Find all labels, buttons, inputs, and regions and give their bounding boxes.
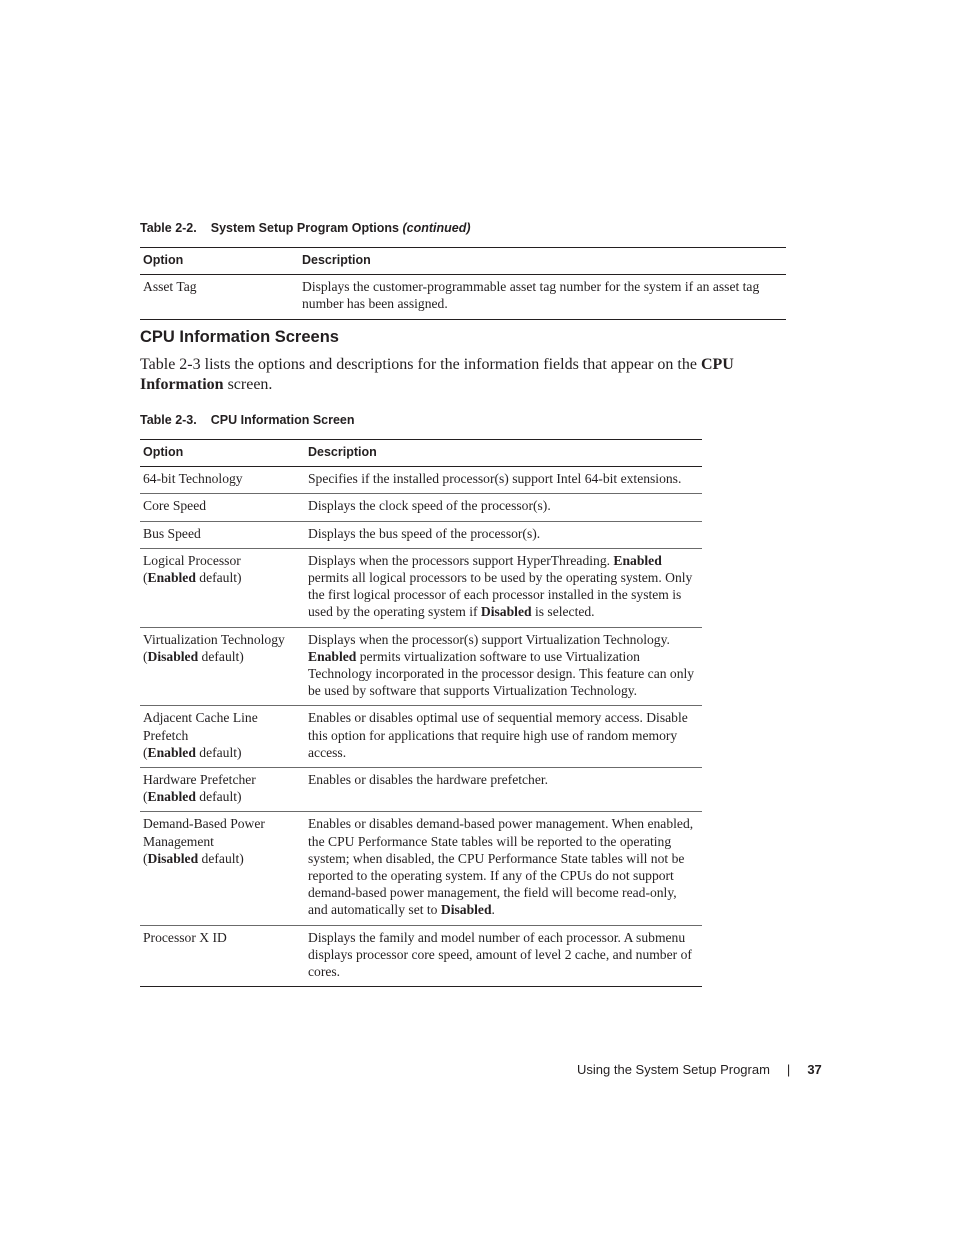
option-cell (140, 627, 305, 706)
page-number: 37 (807, 1062, 822, 1077)
table-row (140, 768, 702, 812)
text-run: default) (195, 789, 242, 805)
text-run: Enables or disables optimal use of sequential memory access. Disable this option for applications that require high use of random memory access. (308, 710, 688, 760)
text-run: Displays when the processor(s) support Virtualization Technology. (308, 631, 670, 647)
bold-text: Enabled (308, 648, 357, 664)
text-run: Logical Processor (143, 552, 241, 568)
option-cell (140, 768, 305, 812)
table-title: CPU Information Screen (210, 413, 355, 427)
option-cell (140, 812, 305, 925)
column-header-description: Description (308, 445, 377, 459)
bold-text: Disabled (147, 648, 199, 664)
text-run: Displays the clock speed of the processor(s). (308, 498, 551, 514)
text-run: permits virtualization software to use Virtualization Technology incorporated in the processor design. This feature can only be used by software that supports Virtualization Technology. (308, 648, 695, 699)
text-run: Hardware Prefetcher (143, 772, 256, 788)
option-cell (140, 494, 305, 521)
bold-text: Disabled (440, 902, 492, 918)
text-run: default) (195, 744, 242, 760)
chapter-title: Using the System Setup Program (577, 1062, 770, 1077)
text-run: Displays the family and model number of each processor. A submenu displays processor core speed, amount of level 2 cache, and number of cores. (308, 929, 692, 980)
description-cell (305, 925, 702, 987)
section-heading: CPU Information Screens (140, 328, 339, 346)
description-cell: Displays the customer-programmable asset tag number for the system if an asset tag number has been assigned. (302, 279, 760, 312)
table-row (140, 494, 702, 521)
bold-text: Disabled (147, 850, 199, 866)
intro-paragraph (140, 355, 760, 394)
description-cell (305, 548, 702, 627)
text-run: ( (143, 744, 148, 760)
text-run: Demand-Based Power Management (143, 816, 265, 849)
text-run: default) (198, 648, 244, 664)
table-row (140, 548, 702, 627)
table-2-3 (140, 439, 702, 987)
table-row (140, 812, 702, 925)
text-run: Specifies if the installed processor(s) support Intel 64-bit extensions. (308, 471, 682, 487)
footer-separator: | (786, 1062, 791, 1077)
table-row (140, 925, 702, 987)
table-2-2 (140, 247, 786, 320)
table-header-row (140, 248, 786, 275)
text-run: ( (143, 648, 148, 664)
continued-label: (continued) (402, 221, 471, 235)
option-cell: Asset Tag (143, 279, 197, 295)
option-cell (140, 467, 305, 494)
text-run: Displays the bus speed of the processor(s). (308, 525, 541, 541)
text-run: ( (143, 789, 148, 805)
bold-text: Enabled (147, 789, 196, 805)
text-run: Processor X ID (143, 929, 227, 945)
text-run: permits all logical processors to be used by the operating system. Only the first logical processor of each processor installed in the system is used by the operating system if (308, 570, 693, 620)
text-run: default) (195, 570, 242, 586)
text-run: Displays when the processors support HyperThreading. (308, 552, 614, 568)
text-run: ( (143, 570, 148, 586)
text-run: Virtualization Technology (143, 631, 285, 647)
paragraph-text-end: screen. (223, 375, 273, 393)
text-run: default) (198, 850, 244, 866)
text-run: 64-bit Technology (143, 471, 243, 487)
table-header-row (140, 440, 702, 467)
description-cell (305, 627, 702, 706)
option-cell (140, 925, 305, 987)
option-cell (140, 548, 305, 627)
table-row (140, 706, 702, 768)
text-run: Enables or disables the hardware prefetcher. (308, 772, 549, 788)
text-run: Adjacent Cache Line Prefetch (143, 710, 258, 743)
table-row (140, 521, 702, 548)
table-row (140, 627, 702, 706)
table-number: Table 2-3. (140, 413, 197, 427)
column-header-option: Option (143, 253, 184, 267)
page-footer (577, 1062, 822, 1077)
bold-text: Enabled (147, 570, 196, 586)
description-cell (305, 812, 702, 925)
bold-text: Enabled (613, 552, 662, 568)
text-run: Enables or disables demand-based power management. When enabled, the CPU Performance State tables will be reported to the operating system; when disabled, the CPU Performance State tables will not be reported to the operating system. If any of the CPUs do not support demand-based power management, the field will become read-only, and automatically set to (308, 816, 694, 918)
bold-text: Enabled (147, 744, 196, 760)
description-cell (305, 706, 702, 768)
description-cell (305, 467, 702, 494)
column-header-description: Description (302, 253, 371, 267)
paragraph-emphasis: CPU Information (140, 356, 734, 393)
description-cell (305, 768, 702, 812)
paragraph-text: Table 2-3 lists the options and descriptions for the information fields that appear on the (140, 356, 701, 373)
table-number: Table 2-2. (140, 221, 197, 235)
table-row (140, 467, 702, 494)
text-run: . (491, 902, 495, 918)
table-2-3-caption (140, 413, 355, 427)
description-cell (305, 494, 702, 521)
text-run: Core Speed (143, 498, 207, 514)
bold-text: Disabled (480, 604, 532, 620)
table-title: System Setup Program Options (210, 221, 399, 235)
table-2-2-caption (140, 221, 471, 235)
text-run: ( (143, 850, 148, 866)
text-run: is selected. (531, 604, 595, 620)
description-cell (305, 521, 702, 548)
column-header-option: Option (143, 445, 184, 459)
table-row (140, 275, 786, 319)
option-cell (140, 521, 305, 548)
option-cell (140, 706, 305, 768)
text-run: Bus Speed (143, 525, 201, 541)
